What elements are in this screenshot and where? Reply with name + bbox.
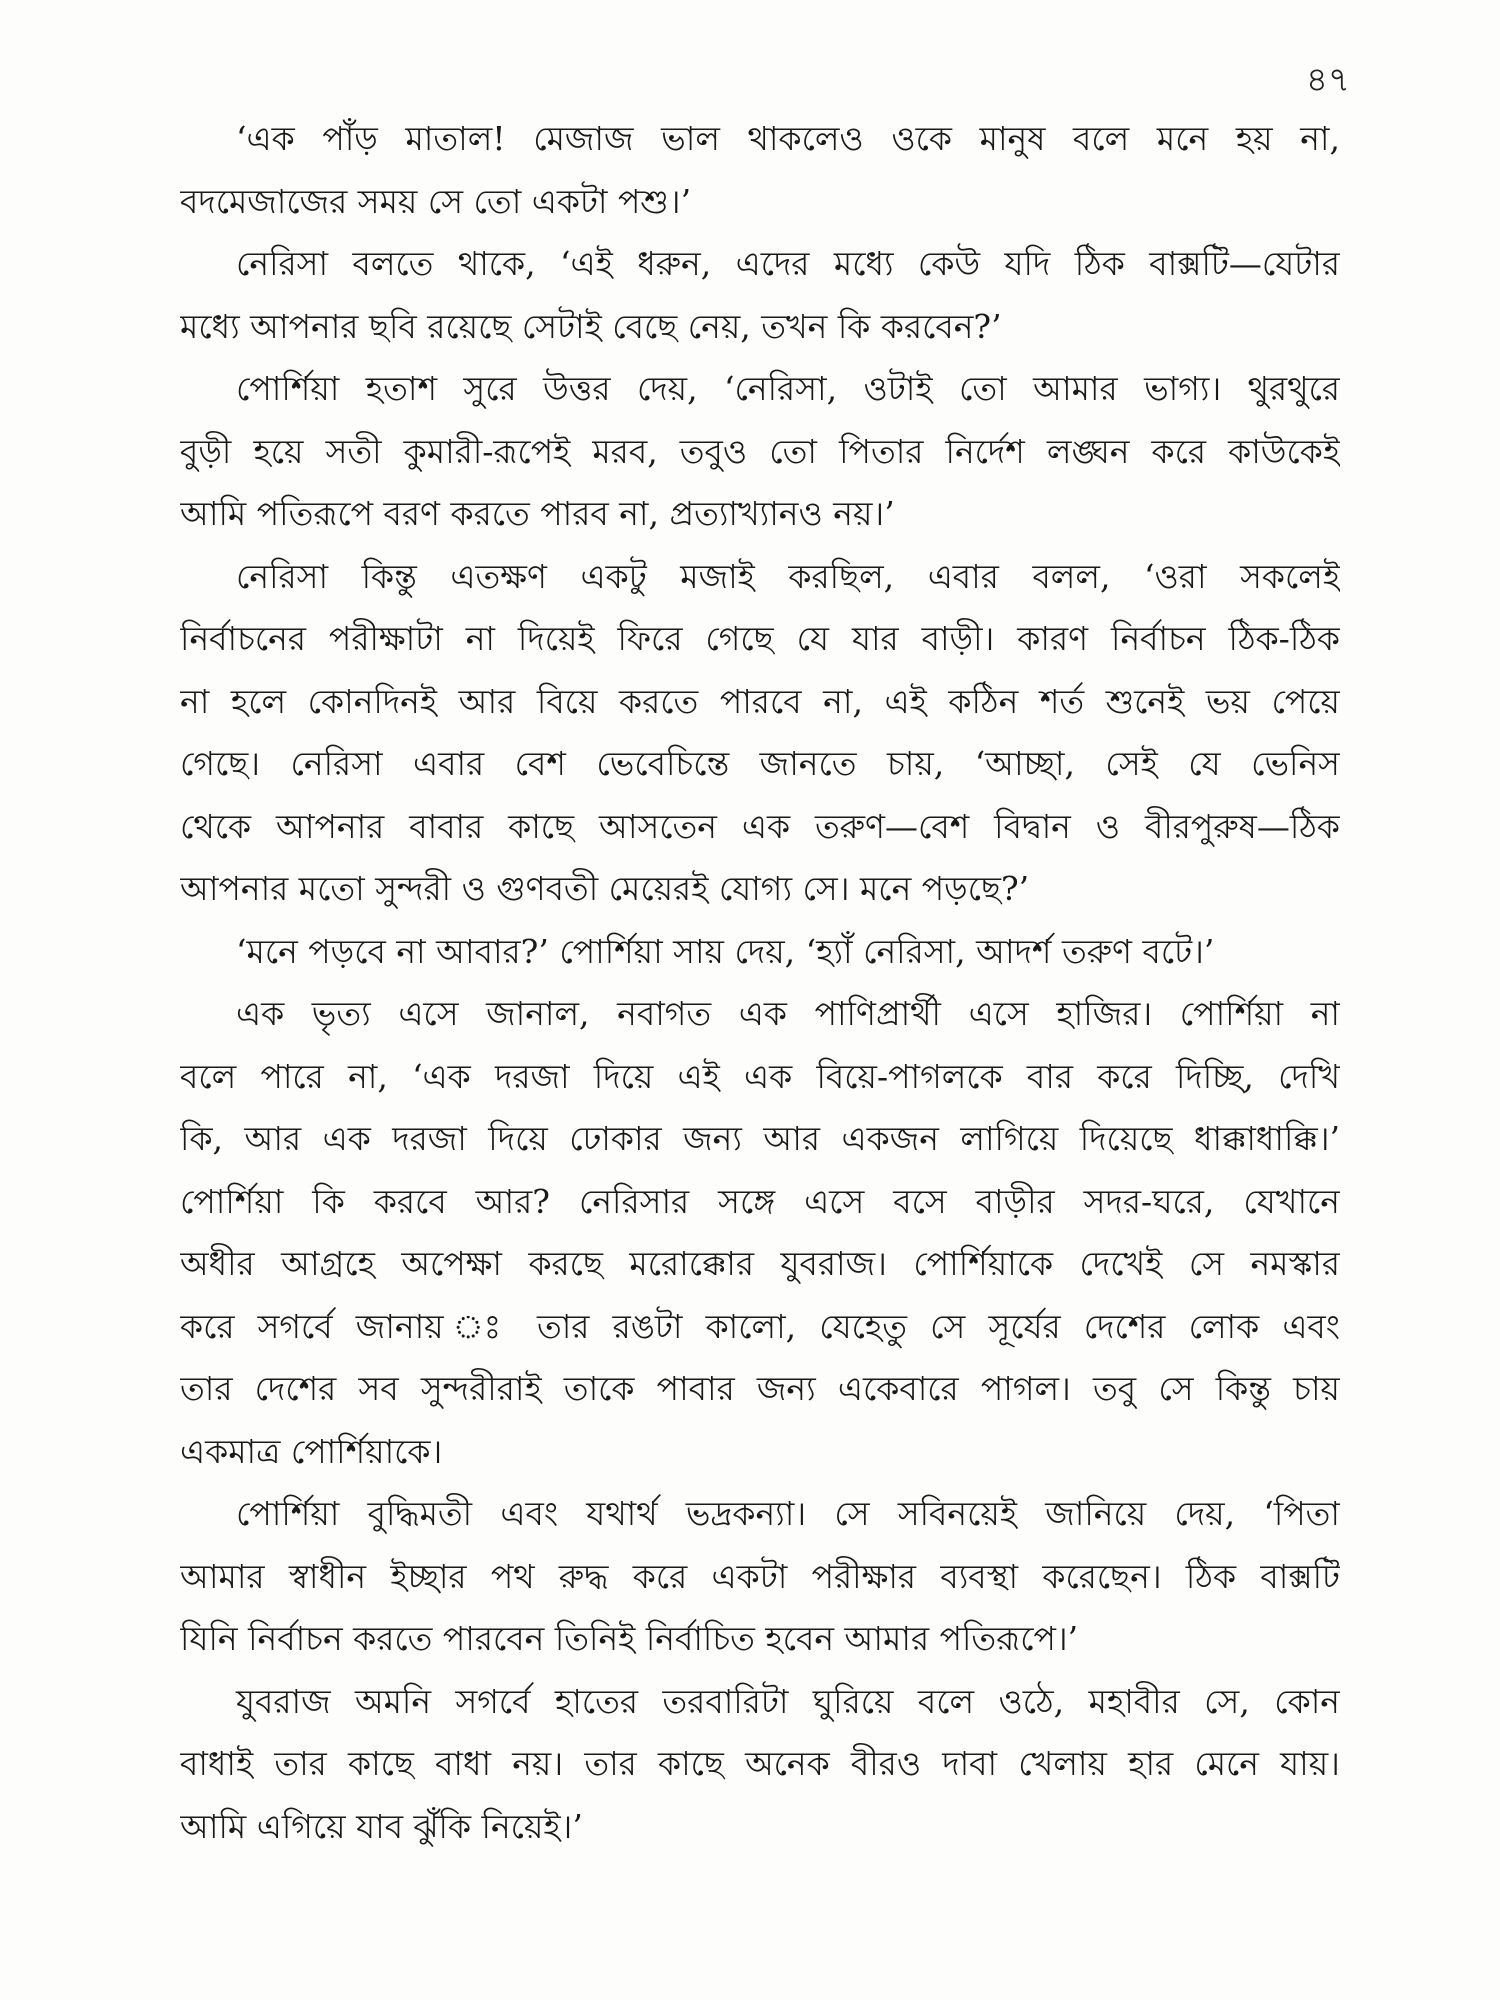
text-line: পোর্শিয়া কি করবে আর? নেরিসার সঙ্গে এসে বসে বাড়ীর সদর-ঘরে, যেখানে — [180, 1181, 1340, 1221]
text-line: থেকে আপনার বাবার কাছে আসতেন এক তরুণ—বেশ বিদ্বান ও বীরপুরুষ—ঠিক — [180, 806, 1340, 846]
text-line: করে সগর্বে জানায় ঃ তার রঙটা কালো, যেহেতু সে সূর্যের দেশের লোক এবং — [180, 1306, 1340, 1346]
text-line: গেছে। নেরিসা এবার বেশ ভেবেচিন্তে জানতে চায়, ‘আচ্ছা, সেই যে ভেনিস — [180, 744, 1340, 783]
text-line: আমার স্বাধীন ইচ্ছার পথ রুদ্ধ করে একটা পরীক্ষার ব্যবস্থা করেছেন। ঠিক বাক্সটি — [180, 1556, 1340, 1596]
text-line: বদমেজাজের সময় সে তো একটা পশু।’ — [180, 181, 692, 221]
text-line: আমি এগিয়ে যাব ঝুঁকি নিয়েই।’ — [180, 1806, 583, 1846]
text-line: না হলে কোনদিনই আর বিয়ে করতে পারবে না, এই কঠিন শর্ত শুনেই ভয় পেয়ে — [180, 681, 1340, 721]
text-line: অধীর আগ্রহে অপেক্ষা করছে মরোক্কোর যুবরাজ। পোর্শিয়াকে দেখেই সে নমস্কার — [180, 1244, 1340, 1283]
text-line: মধ্যে আপনার ছবি রয়েছে সেটাই বেছে নেয়, তখন কি করবেন?’ — [180, 306, 1002, 346]
text-line: তার দেশের সব সুন্দরীরাই তাকে পাবার জন্য একেবারে পাগল। তবু সে কিন্তু চায় — [180, 1369, 1340, 1408]
text-line: এক ভৃত্য এসে জানাল, নবাগত এক পাণিপ্রার্থী এসে হাজির। পোর্শিয়া না — [236, 994, 1340, 1033]
text-line: যুবরাজ অমনি সগর্বে হাতের তরবারিটা ঘুরিয়ে বলে ওঠে, মহাবীর সে, কোন — [236, 1681, 1340, 1721]
text-line: যিনি নির্বাচন করতে পারবেন তিনিই নির্বাচিত হবেন আমার পতিরূপে।’ — [180, 1619, 1079, 1658]
text-line: কি, আর এক দরজা দিয়ে ঢোকার জন্য আর একজন লাগিয়ে দিয়েছে ধাক্কাধাক্কি।’ — [180, 1119, 1340, 1158]
text-line: নির্বাচনের পরীক্ষাটা না দিয়েই ফিরে গেছে যে যার বাড়ী। কারণ নির্বাচন ঠিক-ঠিক — [180, 619, 1340, 658]
text-line: বাধাই তার কাছে বাধা নয়। তার কাছে অনেক বীরও দাবা খেলায় হার মেনে যায়। — [180, 1744, 1340, 1783]
text-line: পোর্শিয়া বুদ্ধিমতী এবং যথার্থ ভদ্রকন্যা। সে সবিনয়েই জানিয়ে দেয়, ‘পিতা — [236, 1494, 1340, 1533]
text-line: পোর্শিয়া হতাশ সুরে উত্তর দেয়, ‘নেরিসা, ওটাই তো আমার ভাগ্য। থুরথুরে — [236, 369, 1340, 408]
body-text — [180, 108, 1340, 1858]
text-line: ‘এক পাঁড় মাতাল! মেজাজ ভাল থাকলেও ওকে মানুষ বলে মনে হয় না, — [236, 119, 1340, 158]
text-line: বুড়ী হয়ে সতী কুমারী-রূপেই মরব, তবুও তো পিতার নির্দেশ লঙ্ঘন করে কাউকেই — [180, 431, 1340, 471]
text-line: বলে পারে না, ‘এক দরজা দিয়ে এই এক বিয়ে-পাগলকে বার করে দিচ্ছি, দেখি — [180, 1056, 1340, 1096]
text-line: আমি পতিরূপে বরণ করতে পারব না, প্রত্যাখ্যানও নয়।’ — [180, 494, 895, 533]
page-number: ৪৭ — [1305, 60, 1350, 100]
text-line: নেরিসা কিন্তু এতক্ষণ একটু মজাই করছিল, এবার বলল, ‘ওরা সকলেই — [236, 556, 1340, 596]
text-line: ‘মনে পড়বে না আবার?’ পোর্শিয়া সায় দেয়, ‘হ্যাঁ নেরিসা, আদর্শ তরুণ বটে।’ — [236, 931, 1215, 971]
text-line: নেরিসা বলতে থাকে, ‘এই ধরুন, এদের মধ্যে কেউ যদি ঠিক বাক্সটি—যেটার — [236, 244, 1340, 283]
text-line: একমাত্র পোর্শিয়াকে। — [180, 1431, 443, 1471]
text-line: আপনার মতো সুন্দরী ও গুণবতী মেয়েরই যোগ্য সে। মনে পড়ছে?’ — [180, 869, 1030, 908]
